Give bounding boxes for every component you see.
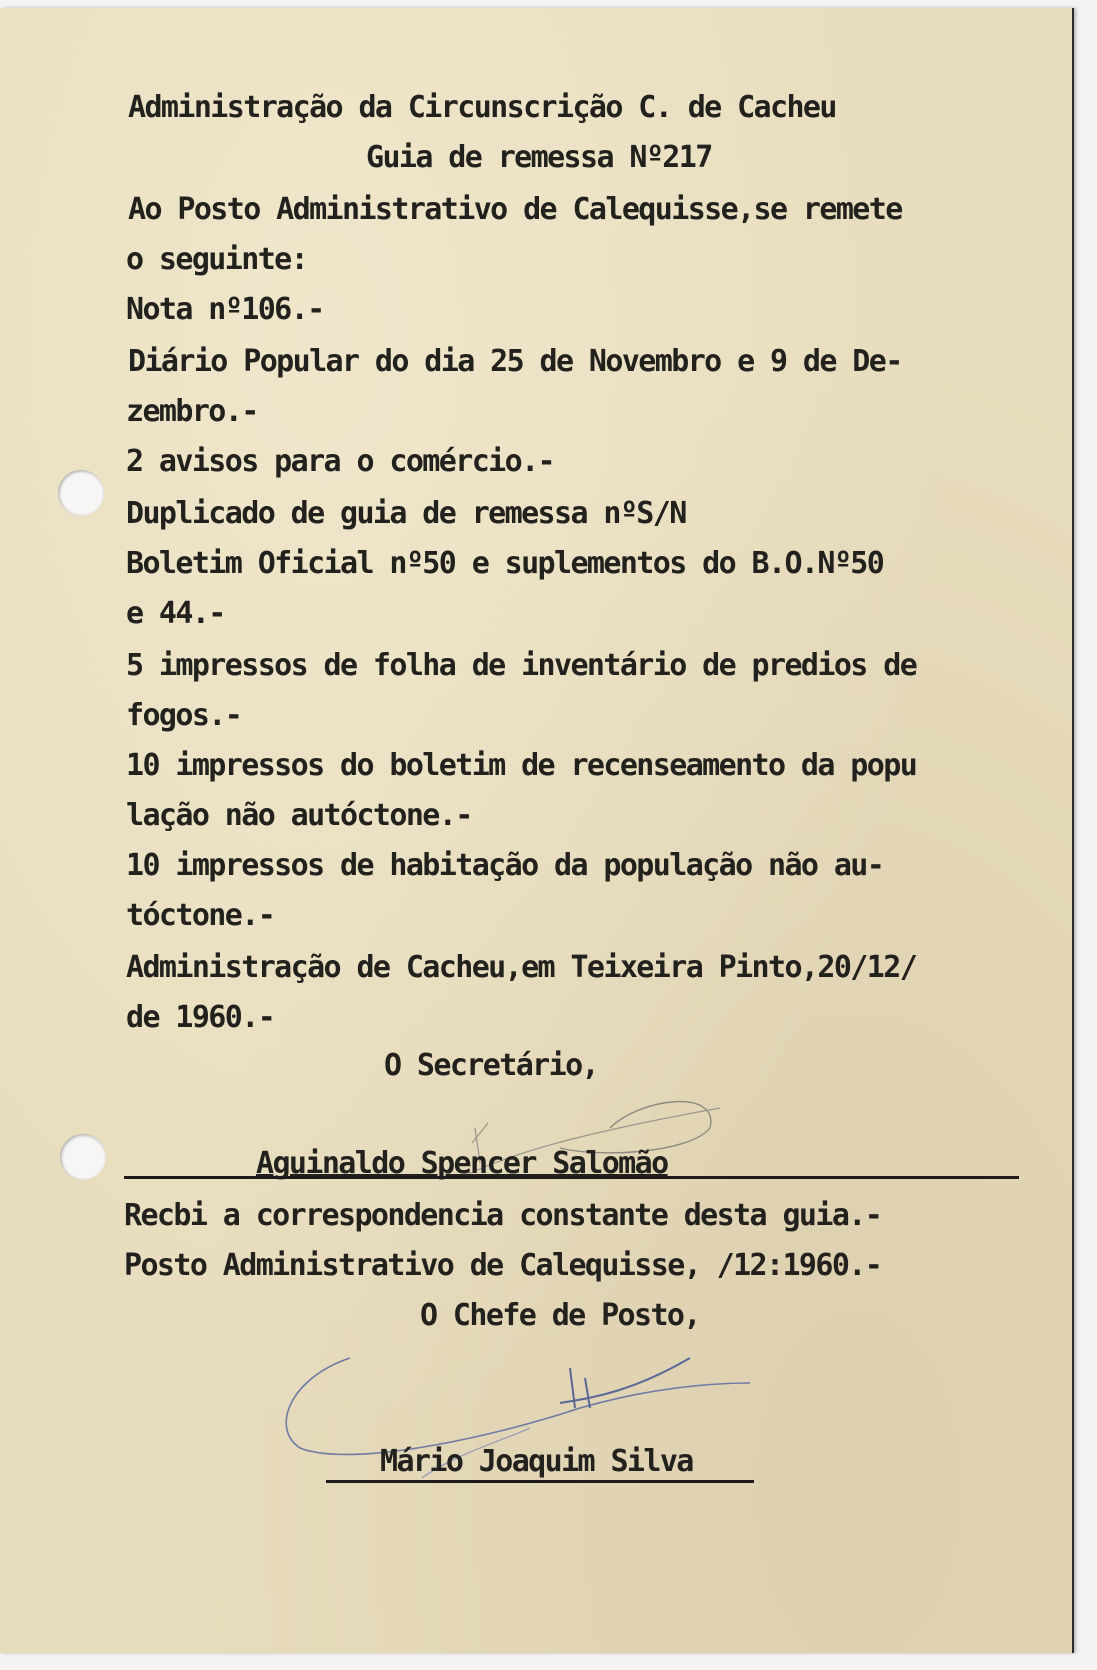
list-item: zembro.- — [126, 394, 258, 429]
page-title: Guia de remessa Nº217 — [366, 140, 712, 175]
list-item: 2 avisos para o comércio.- — [126, 444, 554, 479]
receipt-line-1: Recbi a correspondencia constante desta guia.- — [124, 1198, 882, 1233]
list-item: Diário Popular do dia 25 de Novembro e 9 de De- — [128, 344, 902, 379]
list-item: Nota nº106.- — [126, 292, 324, 327]
intro-line-1: Ao Posto Administrativo de Calequisse,se remete — [128, 192, 902, 227]
chief-title: O Chefe de Posto, — [420, 1298, 700, 1333]
list-item: Boletim Oficial nº50 e suplementos do B.O.Nº50 — [126, 546, 884, 581]
place-date-line-2: de 1960.- — [126, 1000, 275, 1035]
list-item: 10 impressos do boletim de recenseamento da popu — [126, 748, 917, 783]
document-page — [0, 8, 1074, 1653]
receipt-line-2: Posto Administrativo de Calequisse, /12:1960.- — [124, 1248, 882, 1283]
signature-rule — [326, 1480, 754, 1483]
secretary-name: Aguinaldo Spencer Salomão — [256, 1146, 668, 1181]
list-item: lação não autóctone.- — [126, 798, 472, 833]
punch-hole-bottom — [60, 1134, 106, 1180]
list-item: 10 impressos de habitação da população não au- — [126, 848, 884, 883]
secretary-title: O Secretário, — [384, 1048, 598, 1083]
punch-hole-top — [58, 470, 104, 516]
header-line: Administração da Circunscrição C. de Cacheu — [128, 90, 836, 125]
list-item: Duplicado de guia de remessa nºS/N — [126, 496, 686, 531]
intro-line-2: o seguinte: — [126, 242, 308, 277]
list-item: tóctone.- — [126, 898, 275, 933]
list-item: e 44.- — [126, 596, 225, 631]
chief-name: Mário Joaquim Silva — [380, 1444, 693, 1479]
place-date-line-1: Administração de Cacheu,em Teixeira Pinto,20/12/ — [126, 950, 917, 985]
list-item: fogos.- — [126, 698, 242, 733]
list-item: 5 impressos de folha de inventário de predios de — [126, 648, 917, 683]
separator-rule — [124, 1176, 1019, 1179]
